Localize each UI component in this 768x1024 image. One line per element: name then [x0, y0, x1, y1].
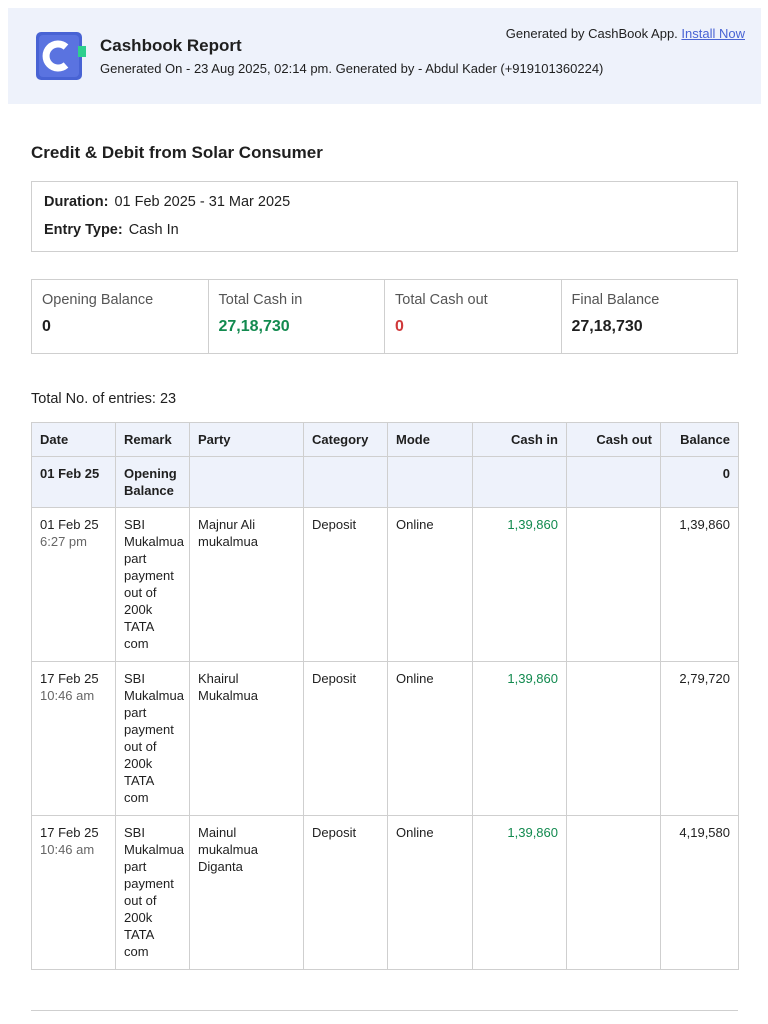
column-header-balance: Balance — [661, 423, 739, 457]
entry-balance: 4,19,580 — [661, 816, 739, 970]
summary-label: Total Cash in — [218, 292, 303, 308]
duration-value: 01 Feb 2025 - 31 Mar 2025 — [114, 194, 291, 210]
entry-party: Khairul Mukalmua — [190, 662, 304, 816]
entry-category: Deposit — [304, 508, 388, 662]
entry-date: 01 Feb 25 6:27 pm — [32, 508, 116, 662]
entry-category: Deposit — [304, 816, 388, 970]
column-header-mode: Mode — [388, 423, 473, 457]
summary-opening-balance — [32, 280, 209, 353]
entry-cash-in: 1,39,860 — [473, 662, 567, 816]
generated-on-text: Generated On - 23 Aug 2025, 02:14 pm. Generated by - Abdul Kader (+919101360224) — [100, 61, 604, 76]
column-header-party: Party — [190, 423, 304, 457]
book-title: Credit & Debit from Solar Consumer — [31, 143, 323, 162]
column-header-cash-in: Cash in — [473, 423, 567, 457]
summary-box — [31, 279, 738, 354]
report-title: Cashbook Report — [100, 36, 242, 55]
entries-count: Total No. of entries: 23 — [31, 391, 177, 407]
generated-by-app-text: Generated by CashBook App. — [505, 26, 678, 41]
entry-cash-out — [567, 662, 661, 816]
table-row — [32, 816, 739, 970]
summary-total-cash-out — [385, 280, 562, 353]
summary-value: 27,18,730 — [218, 318, 290, 335]
report-header — [8, 8, 761, 104]
opening-balance-row — [32, 457, 739, 508]
table-row — [32, 662, 739, 816]
page-divider — [31, 1010, 738, 1011]
entry-cash-out — [567, 508, 661, 662]
entry-cash-in: 1,39,860 — [473, 816, 567, 970]
summary-label: Final Balance — [571, 292, 660, 308]
filters-box — [31, 181, 738, 252]
entry-remark: SBI Mukalmua part payment out of 200k TATA com — [116, 508, 190, 662]
column-header-date: Date — [32, 423, 116, 457]
column-header-cash-out: Cash out — [567, 423, 661, 457]
entry-cash-in: 1,39,860 — [473, 508, 567, 662]
summary-value: 0 — [42, 318, 51, 335]
entry-mode: Online — [388, 662, 473, 816]
entry-time: 6:27 pm — [40, 534, 87, 549]
summary-value: 27,18,730 — [571, 318, 643, 335]
entries-table — [31, 422, 739, 970]
entry-party: Mainul mukalmua Diganta — [190, 816, 304, 970]
entry-balance: 2,79,720 — [661, 662, 739, 816]
summary-value: 0 — [395, 318, 404, 335]
table-header-row — [32, 423, 739, 457]
entry-remark: SBI Mukalmua part payment out of 200k TATA com — [116, 662, 190, 816]
install-now-link[interactable]: Install Now — [681, 26, 745, 41]
entry-date: 17 Feb 25 10:46 am — [32, 816, 116, 970]
summary-label: Total Cash out — [395, 292, 488, 308]
summary-label: Opening Balance — [42, 292, 154, 308]
cashbook-logo-icon — [36, 32, 86, 82]
entry-date: 17 Feb 25 10:46 am — [32, 662, 116, 816]
opening-date: 01 Feb 25 — [32, 457, 116, 508]
entry-cash-out — [567, 816, 661, 970]
entry-mode: Online — [388, 508, 473, 662]
column-header-category: Category — [304, 423, 388, 457]
opening-remark: Opening Balance — [116, 457, 190, 508]
entry-balance: 1,39,860 — [661, 508, 739, 662]
duration-filter — [44, 194, 290, 210]
entry-party: Majnur Ali mukalmua — [190, 508, 304, 662]
entry-mode: Online — [388, 816, 473, 970]
entry-type-value: Cash In — [128, 222, 179, 238]
generated-by-app — [506, 26, 745, 41]
entry-type-filter — [44, 222, 179, 238]
entry-time: 10:46 am — [40, 842, 95, 857]
duration-label: Duration: — [44, 194, 109, 210]
entry-type-label: Entry Type: — [44, 222, 123, 238]
summary-final-balance — [562, 280, 738, 353]
entry-remark: SBI Mukalmua part payment out of 200k TATA com — [116, 816, 190, 970]
opening-balance-value: 0 — [661, 457, 739, 508]
table-row — [32, 508, 739, 662]
entry-category: Deposit — [304, 662, 388, 816]
entry-time: 10:46 am — [40, 688, 95, 703]
summary-total-cash-in — [209, 280, 386, 353]
column-header-remark: Remark — [116, 423, 190, 457]
